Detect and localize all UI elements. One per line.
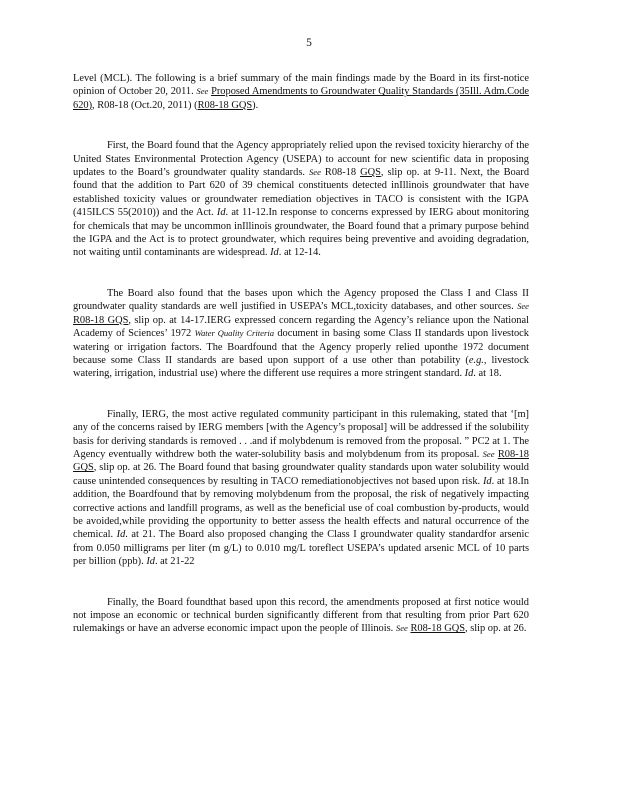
citation-short-form: R08-18 GQS (410, 623, 465, 635)
paragraph-class-standards (73, 287, 529, 381)
id-signal: Id (146, 556, 155, 568)
see-signal: See (517, 301, 529, 312)
citation-short-form: R08-18 GQS (197, 99, 253, 111)
citation-short-form: R08-18 GQS (73, 314, 129, 326)
text-run: Finally, the Board foundthat based upon this record, the amendments proposed at first notice would not impose an economic or technical burden significantly different from that resulting from prior Part 620 rulemakings or have an adverse economic impact upon the people of Illinois. (73, 596, 529, 635)
case-title-link: Proposed Amendments to Groundwater Quality Standards (35Ill. Adm.Code 620) (73, 86, 529, 111)
text-run: document in basing some Class II standards upon livestock watering or irrigation factors. The Boardfound that the Agency properly relied uponthe 1972 document because some Class II standards are based upon support of a use other than potability ( (73, 328, 529, 366)
text-run: . at 11-12.In response to concerns expressed by IERG about monitoring for chemicals that may be uncommon inIllinois groundwater, the Board found that a primary purpose behind the IGPA and the Act is to protect groundwater, which requires being preventive and avoiding degradation, not waiting until contaminants are widespread. (73, 207, 529, 259)
citation-short-form: GQS (360, 167, 381, 179)
text-run: First, the Board found that the Agency appropriately relied upon the revised toxicity hierarchy of the United States Environmental Protection Agency (USEPA) to account for new scientific data in proposing updates to the Board’s groundwater quality standards. (73, 140, 529, 179)
document-body (73, 72, 529, 663)
text-run: Finally, IERG, the most active regulated community participant in this rulemaking, stated that ‘[m] any of the concerns raised by IERG members [with the Agency’s proposal] will be addressed if the solubility basis for deriving standards is removed . . .and if molybdenum is removed from the proposal. ” PC2 at 1. The Agency eventually withdrew both the water-solubility basis and molybdenum from its proposal. (73, 408, 529, 460)
text-run: , R08-18 (Oct.20, 2011) ( (92, 99, 198, 111)
id-signal: Id (216, 207, 226, 219)
text-run: , slip op. at 9-11. Next, the Board found that the addition to Part 620 of 39 chemical constituents detected inIllinois groundwater that have established toxicity values or groundwater remediation objectives in TACO is consistent with the IGPA (415ILCS 55(2010)) and the Act. (73, 167, 530, 219)
text-run: . at 18.In addition, the Boardfound that by removing molybdenum from the proposal, the risk of negatively impacting corrective actions and landfill programs, as well as the beneficial use of coal combustion by-products, would be avoided,while providing the opportunity to better assess the health effects and natural occurrence of the chemical. (73, 475, 530, 541)
text-run: The Board also found that the bases upon which the Agency proposed the Class I and Class II groundwater quality standards are well justified in USEPA’s MCL,toxicity databases, and other sources. (73, 287, 529, 313)
text-run: ). (252, 99, 259, 111)
text-run: , slip op. at 26. (465, 623, 527, 635)
id-signal: Id (116, 529, 126, 541)
see-signal: See (482, 448, 495, 459)
paragraph-ierg-concerns (73, 408, 529, 569)
paragraph-level-summary (73, 72, 529, 112)
id-signal: Id (482, 475, 492, 487)
text-run: , slip op. at 14-17.IERG expressed concern regarding the Agency’s reliance upon the National Academy of Sciences’ 1972 (73, 314, 529, 340)
publication-title: Water Quality Criteria (194, 328, 275, 339)
text-run: . at 21-22 (154, 556, 195, 568)
see-signal: See (395, 623, 408, 634)
eg-signal: e.g. (468, 354, 484, 366)
text-run: , slip op. at 26. The Board found that basing groundwater quality standards upon water solubility would cause unintended consequences by resulting in TACO remediationobjectives not based upon risk. (73, 462, 529, 487)
citation-short-form: R08-18 GQS (73, 448, 529, 474)
page-number: 5 (306, 37, 312, 49)
text-run: . at 12-14. (278, 247, 321, 259)
id-signal: Id (464, 368, 474, 380)
text-run: , livestock watering, irrigation, industrial use) where the different use requires a more stringent standard. (73, 354, 529, 380)
paragraph-economic-finding (73, 596, 529, 636)
text-run: R08-18 (320, 167, 361, 179)
id-signal: Id (270, 247, 279, 259)
see-signal: See (196, 86, 209, 97)
text-run: Level (MCL). The following is a brief summary of the main findings made by the Board in its first-notice opinion of October 20, 2011. (73, 73, 529, 98)
text-run: . at 21. The Board also proposed changing the Class I groundwater quality standardfor arsenic from 0.050 milligrams per liter (m g/L) to 0.010 mg/L toreflect USEPA’s updated arsenic MCL of 10 parts per billion (ppb). (73, 529, 529, 568)
see-signal: See (308, 167, 321, 178)
paragraph-first-finding (73, 139, 529, 260)
text-run: . at 18. (473, 368, 502, 380)
